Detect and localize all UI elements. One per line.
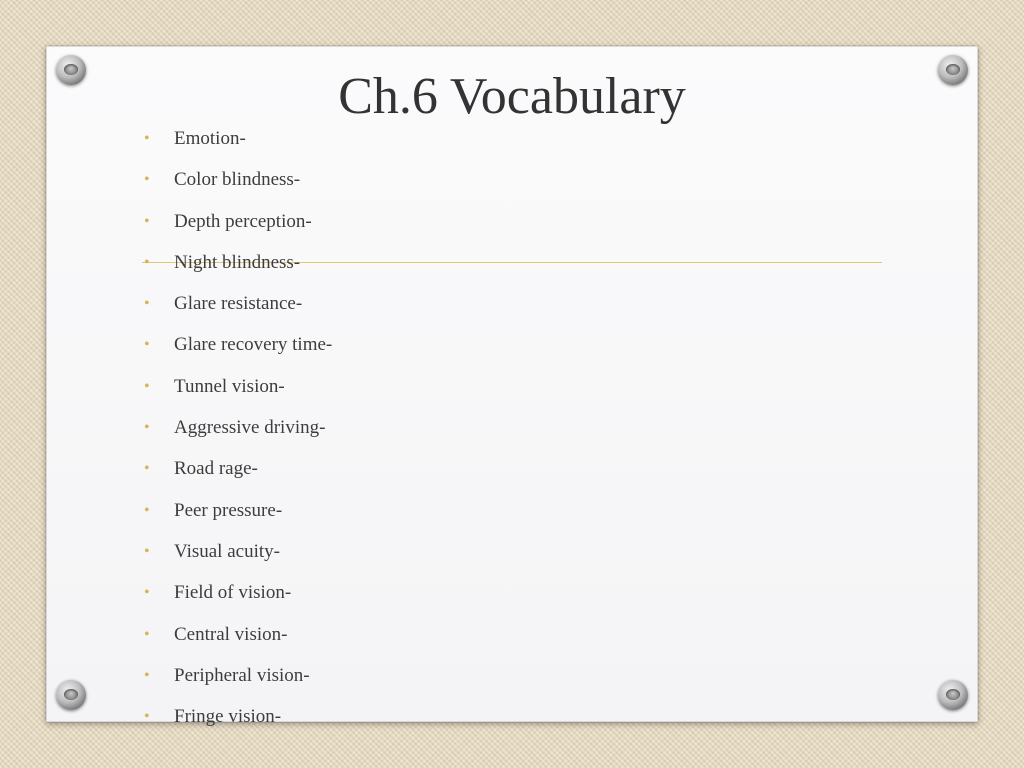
vocab-item: • Peer pressure- <box>142 490 842 531</box>
bullet-icon: • <box>144 708 150 726</box>
vocab-item: • Field of vision- <box>142 572 842 613</box>
bullet-icon: • <box>144 130 150 147</box>
bullet-icon: • <box>144 171 150 189</box>
vocab-item: • Road rage- <box>142 448 842 489</box>
vocab-item: • Aggressive driving- <box>142 407 842 448</box>
vocabulary-list <box>142 118 842 737</box>
bullet-icon: • <box>144 501 150 519</box>
vocab-item: • Central vision- <box>142 614 842 655</box>
vocab-item: • Glare resistance- <box>142 283 842 324</box>
rivet-bottom-left <box>56 680 86 710</box>
vocab-item: • Fringe vision- <box>142 696 842 737</box>
bullet-icon: • <box>144 295 150 313</box>
bullet-icon: • <box>144 253 150 271</box>
vocab-item: • Emotion- <box>142 118 842 159</box>
vocab-item: • Visual acuity- <box>142 531 842 572</box>
vocab-item: • Night blindness- <box>142 242 842 283</box>
bullet-icon: • <box>144 625 150 643</box>
bullet-icon: • <box>144 584 150 602</box>
bullet-icon: • <box>144 212 150 230</box>
bullet-icon: • <box>144 460 150 478</box>
vocab-item: • Peripheral vision- <box>142 655 842 696</box>
bullet-icon: • <box>144 377 150 395</box>
vocab-item: • Tunnel vision- <box>142 366 842 407</box>
bullet-icon: • <box>144 666 150 684</box>
vocab-item: • Glare recovery time- <box>142 324 842 365</box>
vocab-item: • Color blindness- <box>142 159 842 200</box>
slide-title: Ch.6 Vocabulary <box>338 68 686 125</box>
bullet-icon: • <box>144 419 150 437</box>
bullet-icon: • <box>144 542 150 560</box>
rivet-bottom-right <box>938 680 968 710</box>
bullet-icon: • <box>144 336 150 354</box>
vocab-item: • Depth perception- <box>142 201 842 242</box>
